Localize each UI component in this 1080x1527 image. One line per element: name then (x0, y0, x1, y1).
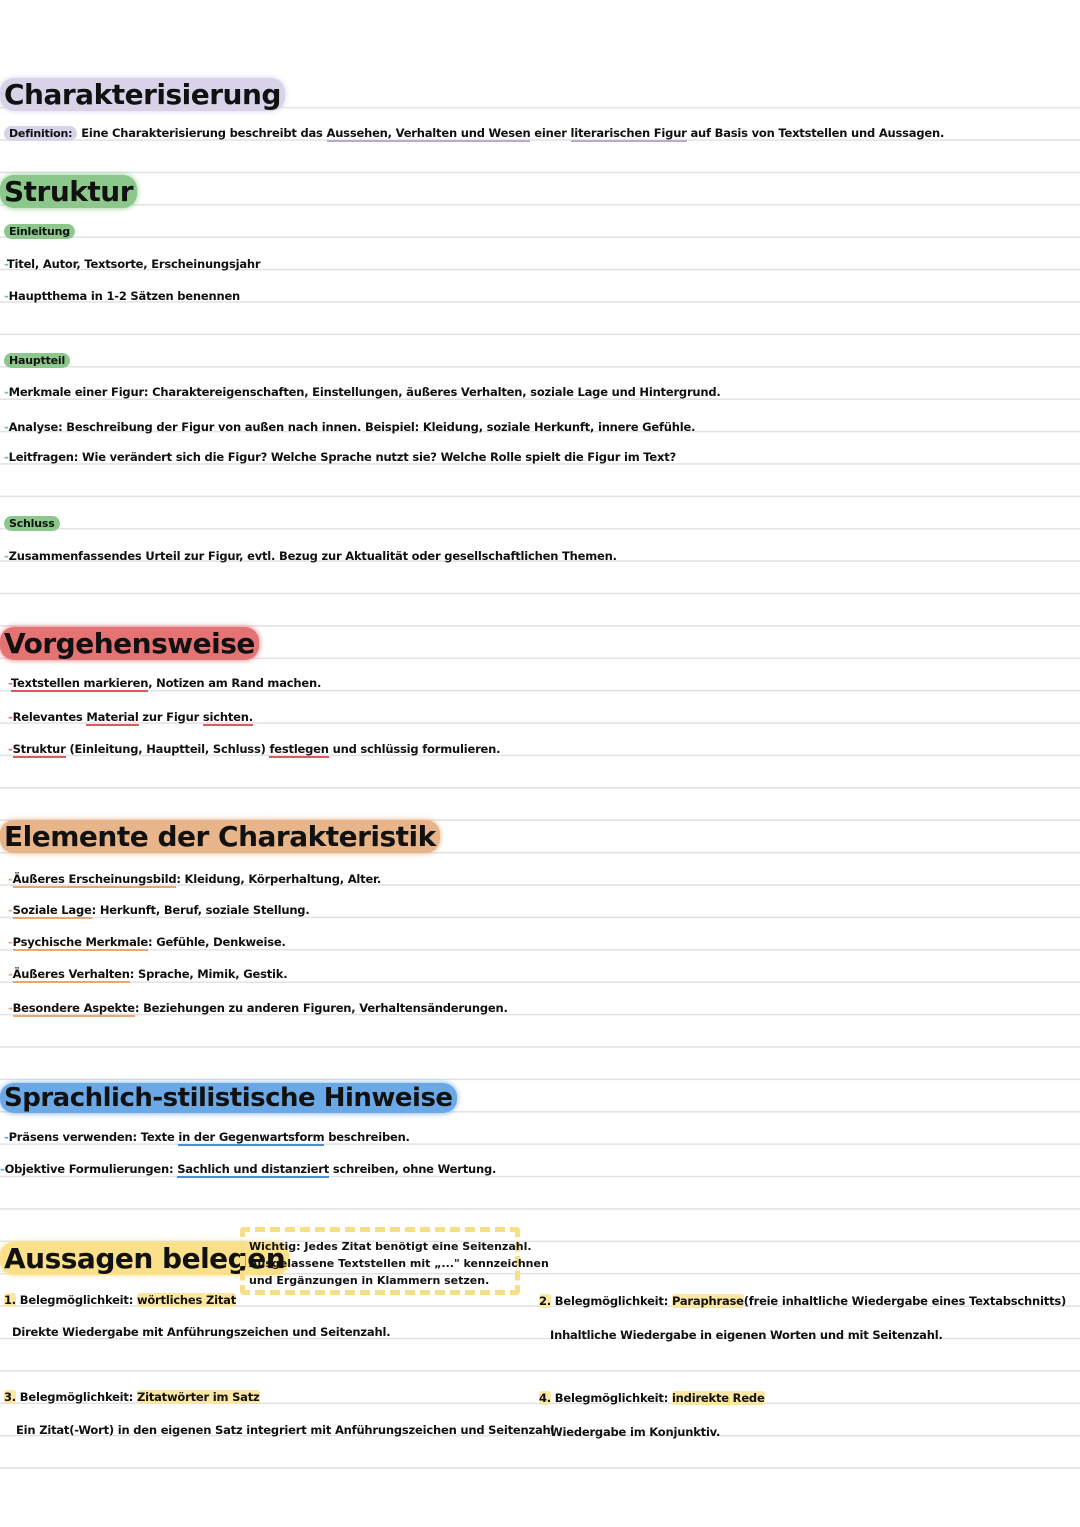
list-item (8, 676, 321, 690)
text-segment: 3. (4, 1390, 16, 1404)
bullet-dash: - (8, 935, 13, 949)
bullet-dash: - (4, 450, 9, 464)
definition-label: Definition: (4, 126, 77, 141)
text-segment: 2. (539, 1294, 551, 1308)
underlined-text: Aussehen, Verhalten und Wesen (326, 126, 531, 140)
list-item (8, 903, 310, 917)
text-segment: Zusammenfassendes Urteil zur Figur, evtl. Bezug zur Aktualität oder gesellschaftlichen Themen. (8, 549, 617, 563)
definition-line (4, 126, 944, 140)
heading-elemente: Elemente der Charakteristik (0, 820, 440, 853)
text-segment: Relevantes (12, 710, 83, 724)
text-segment: sichten. (202, 710, 253, 724)
beleg-4-desc: Wiedergabe im Konjunktiv. (550, 1425, 721, 1439)
note-line: und Ergänzungen in Klammern setzen. (249, 1274, 490, 1287)
text-segment: , Notizen am Rand machen. (148, 676, 322, 690)
text-segment: Besondere Aspekte (12, 1001, 135, 1015)
list-item (4, 420, 695, 434)
bullet-dash: - (4, 549, 9, 563)
label-hauptteil: Hauptteil (4, 353, 70, 368)
list-item (0, 1162, 496, 1176)
text-segment: : Sprache, Mimik, Gestik. (129, 967, 288, 981)
bullet-dash: - (0, 1162, 5, 1176)
heading-struktur: Struktur (0, 175, 137, 208)
beleg-2-desc: Inhaltliche Wiedergabe in eigenen Worten und mit Seitenzahl. (550, 1328, 943, 1342)
beleg-3-desc: Ein Zitat(-Wort) in den eigenen Satz integriert mit Anführungszeichen und Seitenzahl (16, 1423, 555, 1437)
text-segment: : Beziehungen zu anderen Figuren, Verhaltensänderungen. (134, 1001, 508, 1015)
text-segment: Belegmöglichkeit: (19, 1293, 134, 1307)
text-segment: Präsens verwenden: Texte (8, 1130, 175, 1144)
list-item (4, 257, 260, 271)
list-item (8, 872, 381, 886)
list-item (4, 385, 721, 399)
list-item (4, 289, 240, 303)
bullet-dash: - (4, 385, 9, 399)
text-segment: Analyse: Beschreibung der Figur von außen nach innen. Beispiel: Kleidung, soziale Herkunft, innere Gefühle. (8, 420, 696, 434)
text-segment: Sachlich und distanziert (177, 1162, 330, 1176)
heading-sprachlich: Sprachlich-stilistische Hinweise (0, 1083, 457, 1113)
text-segment: Merkmale einer Figur: Charaktereigenschaften, Einstellungen, äußeres Verhalten, soziale Lage und Hintergrund. (8, 385, 721, 399)
beleg-2-heading (539, 1294, 1066, 1308)
list-item (8, 935, 286, 949)
text-segment: Material (86, 710, 139, 724)
bullet-dash: - (4, 257, 7, 271)
bullet-dash: - (8, 1001, 13, 1015)
text-segment: Soziale Lage (12, 903, 92, 917)
beleg-1-heading (4, 1293, 236, 1307)
text: einer (534, 126, 567, 140)
bullet-dash: - (8, 967, 13, 981)
important-note-box (240, 1227, 549, 1295)
list-item (4, 450, 676, 464)
text-segment: Äußeres Erscheinungsbild (12, 872, 177, 886)
note-line: Ausgelassene Textstellen mit „..." kennzeichnen (249, 1257, 549, 1270)
text-segment: (freie inhaltliche Wiedergabe eines Textabschnitts) (743, 1294, 1067, 1308)
text-segment: beschreiben. (328, 1130, 410, 1144)
heading-vorgehensweise: Vorgehensweise (0, 627, 259, 660)
bullet-dash: - (8, 710, 13, 724)
text-segment: zur Figur (142, 710, 200, 724)
text-segment: indirekte Rede (671, 1391, 765, 1405)
text-segment: Belegmöglichkeit: (554, 1294, 669, 1308)
text-segment: 1. (4, 1293, 16, 1307)
text-segment: Objektive Formulierungen: (4, 1162, 174, 1176)
list-item (4, 1130, 410, 1144)
bullet-dash: - (8, 903, 13, 917)
text-segment: in der Gegenwartsform (178, 1130, 325, 1144)
bullet-dash: - (8, 742, 13, 756)
text: auf Basis von Textstellen und Aussagen. (690, 126, 945, 140)
page-title: Charakterisierung (0, 78, 285, 111)
bullet-dash: - (8, 872, 13, 886)
text-segment: Leitfragen: Wie verändert sich die Figur? Welche Sprache nutzt sie? Welche Rolle spielt die Figur im Text? (8, 450, 677, 464)
text-segment: Hauptthema in 1-2 Sätzen benennen (8, 289, 241, 303)
text-segment: Psychische Merkmale (12, 935, 148, 949)
text-segment: : Herkunft, Beruf, soziale Stellung. (91, 903, 310, 917)
note-line: Wichtig: Jedes Zitat benötigt eine Seitenzahl. (249, 1240, 532, 1253)
text-segment: wörtliches Zitat (136, 1293, 237, 1307)
list-item (8, 967, 287, 981)
text-segment: Textstellen markieren (10, 676, 149, 690)
text-segment: Belegmöglichkeit: (19, 1390, 134, 1404)
text-segment: Struktur (12, 742, 66, 756)
text-segment: Belegmöglichkeit: (554, 1391, 669, 1405)
label-schluss: Schluss (4, 516, 60, 531)
bullet-dash: - (8, 676, 11, 690)
list-item (4, 549, 617, 563)
heading-aussagen-belegen: Aussagen belegen (0, 1242, 289, 1275)
text-segment: : Gefühle, Denkweise. (148, 935, 286, 949)
underlined-text: literarischen Figur (570, 126, 687, 140)
bullet-dash: - (4, 289, 9, 303)
list-item (8, 710, 253, 724)
text-segment: festlegen (269, 742, 329, 756)
text-segment: Titel, Autor, Textsorte, Erscheinungsjahr (6, 257, 261, 271)
text-segment: und schlüssig formulieren. (332, 742, 501, 756)
text-segment: Zitatwörter im Satz (136, 1390, 260, 1404)
beleg-3-heading (4, 1390, 260, 1404)
list-item (8, 1001, 508, 1015)
bullet-dash: - (4, 1130, 9, 1144)
text-segment: Paraphrase (671, 1294, 744, 1308)
beleg-4-heading (539, 1391, 765, 1405)
text-segment: Äußeres Verhalten (12, 967, 130, 981)
list-item (8, 742, 500, 756)
text-segment: 4. (539, 1391, 551, 1405)
text-segment: : Kleidung, Körperhaltung, Alter. (176, 872, 382, 886)
label-einleitung: Einleitung (4, 224, 75, 239)
text-segment: schreiben, ohne Wertung. (332, 1162, 497, 1176)
text-segment: (Einleitung, Hauptteil, Schluss) (69, 742, 266, 756)
beleg-1-desc: Direkte Wiedergabe mit Anführungszeichen und Seitenzahl. (12, 1325, 391, 1339)
text: Eine Charakterisierung beschreibt das (81, 126, 323, 140)
bullet-dash: - (4, 420, 9, 434)
